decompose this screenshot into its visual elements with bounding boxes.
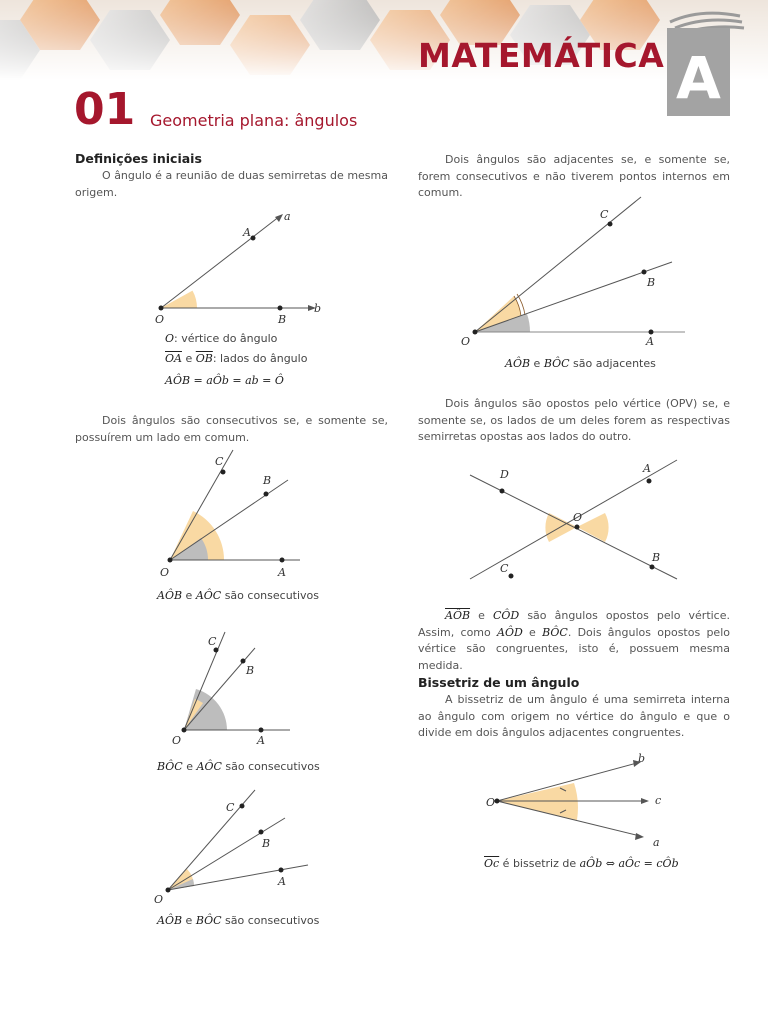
label-B: B	[652, 551, 661, 564]
legend-vertex: O: vértice do ângulo	[165, 332, 278, 345]
label-C: C	[215, 455, 224, 468]
label-b: b	[638, 752, 646, 765]
label-O: O	[573, 511, 583, 524]
label-c: c	[655, 794, 662, 807]
label-D: D	[500, 468, 509, 481]
label-A: A	[257, 734, 265, 747]
label-B: B	[263, 474, 272, 487]
paragraph-angle-definition: O ângulo é a reunião de duas semirretas de mesma origem.	[75, 169, 388, 199]
paragraph-bisector: A bissetriz de um ângulo é uma semirreta interna ao ângulo com origem no vértice do ângulo e que o divide em dois ângulos adjacentes congruentes.	[418, 693, 730, 739]
volume-badge	[667, 28, 730, 116]
label-O: O	[172, 734, 182, 747]
paragraph-opposite: Dois ângulos são opostos pelo vértice (OPV) se, e somente se, os lados de um deles forem as respectivas semirretas opostas aos lados do outro.	[418, 397, 730, 443]
label-O: O	[154, 893, 164, 906]
label-C: C	[600, 208, 609, 221]
label-A: A	[278, 566, 286, 579]
figure-adjacent	[455, 195, 690, 350]
caption-bisector: $\overline{Oc}$ é bissetriz de aÔb ⇔ aÔc = cÔb	[484, 857, 679, 870]
figure-basic-angle	[150, 210, 330, 330]
label-B: B	[647, 276, 656, 289]
caption-consecutive-2: BÔC e AÔC são consecutivos	[157, 760, 320, 773]
label-B: B	[278, 313, 287, 326]
legend-notation: AÔB = aÔb = ab = Ô	[165, 374, 284, 387]
subject-title: MATEMÁTICA	[418, 36, 665, 75]
label-B: B	[246, 664, 255, 677]
label-A: A	[643, 462, 651, 475]
label-O: O	[160, 566, 170, 579]
label-C: C	[208, 635, 217, 648]
paragraph-adjacent: Dois ângulos são adjacentes se, e somente se, forem consecutivos e não tiverem pontos internos em comum.	[418, 153, 730, 199]
label-A: A	[278, 875, 286, 888]
label-B: B	[262, 837, 271, 850]
label-A: A	[243, 226, 251, 239]
label-O: O	[486, 796, 496, 809]
paragraph-consecutive: Dois ângulos são consecutivos se, e somente se, possuírem um lado em comum.	[75, 414, 388, 444]
caption-consecutive-1: AÔB e AÔC são consecutivos	[157, 589, 320, 602]
figure-opposite-angles	[465, 455, 690, 585]
chapter-title: Geometria plana: ângulos	[150, 111, 358, 130]
label-O: O	[461, 335, 471, 348]
label-a: a	[284, 210, 291, 223]
caption-consecutive-3: AÔB e BÔC são consecutivos	[157, 914, 320, 927]
label-O: O	[155, 313, 165, 326]
paragraph-opposite-congruent: $\overline{AÔB}$ e CÔD são ângulos opostos pelo vértice. Assim, como AÔD e BÔC. Dois ângulos opostos pelo vértice são congruentes, isto é, possuem mesma medida.	[418, 609, 730, 672]
label-C: C	[226, 801, 235, 814]
label-b: b	[314, 302, 322, 315]
section-heading-bisector: Bissetriz de um ângulo	[418, 675, 580, 690]
label-C: C	[500, 562, 509, 575]
chapter-number: 01	[74, 84, 136, 135]
label-a: a	[653, 836, 660, 849]
figure-bisector	[485, 750, 675, 850]
legend-sides: $\overline{OA}$ e $\overline{OB}$: lados do ângulo	[165, 352, 308, 365]
label-A: A	[646, 335, 654, 348]
section-heading-definitions: Definições iniciais	[75, 151, 202, 166]
figure-consecutive-2	[172, 630, 295, 750]
caption-adjacent: AÔB e BÔC são adjacentes	[505, 357, 656, 370]
volume-letter: A	[676, 44, 721, 112]
figure-consecutive-1	[158, 450, 308, 580]
figure-consecutive-3	[154, 790, 310, 906]
